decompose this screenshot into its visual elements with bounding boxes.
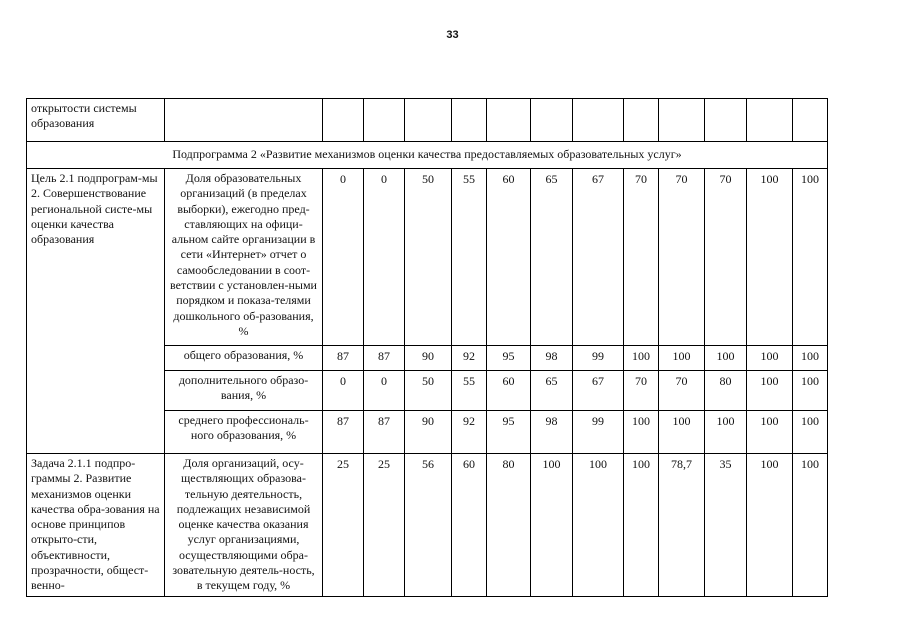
value-cell: 100: [705, 346, 747, 371]
table-row: [27, 169, 828, 346]
value-cell: 100: [573, 454, 624, 597]
value-cell: 100: [747, 371, 793, 411]
indicator-cell: дополнительного образо-вания, %: [165, 371, 323, 411]
value-cell: 100: [659, 346, 705, 371]
value-cell: 87: [364, 411, 405, 454]
value-cell: 80: [487, 454, 531, 597]
value-cell: 92: [452, 346, 487, 371]
value-cell: 0: [323, 169, 364, 346]
indicators-table: [26, 98, 828, 597]
indicator-cell: общего образования, %: [165, 346, 323, 371]
value-cell: 92: [452, 411, 487, 454]
page-number: 33: [446, 29, 459, 41]
value-cell: 100: [747, 411, 793, 454]
value-cell: 65: [531, 371, 573, 411]
value-cell: 87: [323, 411, 364, 454]
value-cell: 67: [573, 169, 624, 346]
indicator-cell: Доля образовательных организаций (в пределах выборки), ежегодно пред-ставляющих на офици-альном сайте организации в сети «Интернет» отчет о самообследовании в соот-ветствии с установлен-ными порядком и показа-телями дошкольного об-разования, %: [165, 169, 323, 346]
value-cell: 60: [487, 371, 531, 411]
value-cell: 70: [624, 169, 659, 346]
value-cell: 100: [747, 454, 793, 597]
value-cell: 35: [705, 454, 747, 597]
value-cell: 100: [747, 346, 793, 371]
value-cell: 67: [573, 371, 624, 411]
value-cell: 100: [793, 411, 828, 454]
value-cell: 90: [405, 411, 452, 454]
value-cell: 100: [624, 411, 659, 454]
value-cell: 55: [452, 371, 487, 411]
table-row: [27, 99, 828, 142]
value-cell: 100: [793, 454, 828, 597]
indicator-cell: Доля организаций, осу-ществляющих образова-тельную деятельность, подлежащих независимой оценке качества оказания услуг организациями, осуществляющими обра-зовательную деятель-ность, в текущем году, %: [165, 454, 323, 597]
value-cell: 100: [659, 411, 705, 454]
value-cell: 100: [793, 371, 828, 411]
goal-cell: открытости системы образования: [27, 99, 165, 142]
goal-cell: Цель 2.1 подпрограм-мы 2. Совершенствование региональной систе-мы оценки качества образования: [27, 169, 165, 454]
value-cell: 60: [452, 454, 487, 597]
value-cell: 100: [705, 411, 747, 454]
value-cell: 95: [487, 346, 531, 371]
value-cell: 99: [573, 411, 624, 454]
value-cell: 25: [323, 454, 364, 597]
value-cell: 50: [405, 169, 452, 346]
value-cell: 100: [793, 169, 828, 346]
value-cell: 90: [405, 346, 452, 371]
value-cell: 65: [531, 169, 573, 346]
table-row: [27, 454, 828, 597]
value-cell: 78,7: [659, 454, 705, 597]
value-cell: 25: [364, 454, 405, 597]
value-cell: 100: [793, 346, 828, 371]
value-cell: 100: [747, 169, 793, 346]
value-cell: 50: [405, 371, 452, 411]
indicator-cell: среднего профессиональ-ного образования, %: [165, 411, 323, 454]
task-cell: Задача 2.1.1 подпро-граммы 2. Развитие механизмов оценки качества обра-зования на основе принципов открыто-сти, объективности, прозрачности, общест-венно-: [27, 454, 165, 597]
value-cell: 70: [705, 169, 747, 346]
value-cell: 87: [323, 346, 364, 371]
value-cell: 0: [323, 371, 364, 411]
value-cell: 55: [452, 169, 487, 346]
subprogram-row: [27, 142, 828, 169]
value-cell: 70: [659, 169, 705, 346]
subprogram-title: Подпрограмма 2 «Развитие механизмов оценки качества предоставляемых образовательных услуг»: [27, 142, 828, 169]
value-cell: 99: [573, 346, 624, 371]
value-cell: 95: [487, 411, 531, 454]
value-cell: 56: [405, 454, 452, 597]
value-cell: 100: [624, 454, 659, 597]
value-cell: 100: [624, 346, 659, 371]
value-cell: 98: [531, 411, 573, 454]
value-cell: 0: [364, 169, 405, 346]
value-cell: 70: [659, 371, 705, 411]
value-cell: 87: [364, 346, 405, 371]
value-cell: 100: [531, 454, 573, 597]
value-cell: 70: [624, 371, 659, 411]
value-cell: 98: [531, 346, 573, 371]
value-cell: 0: [364, 371, 405, 411]
value-cell: 60: [487, 169, 531, 346]
value-cell: 80: [705, 371, 747, 411]
